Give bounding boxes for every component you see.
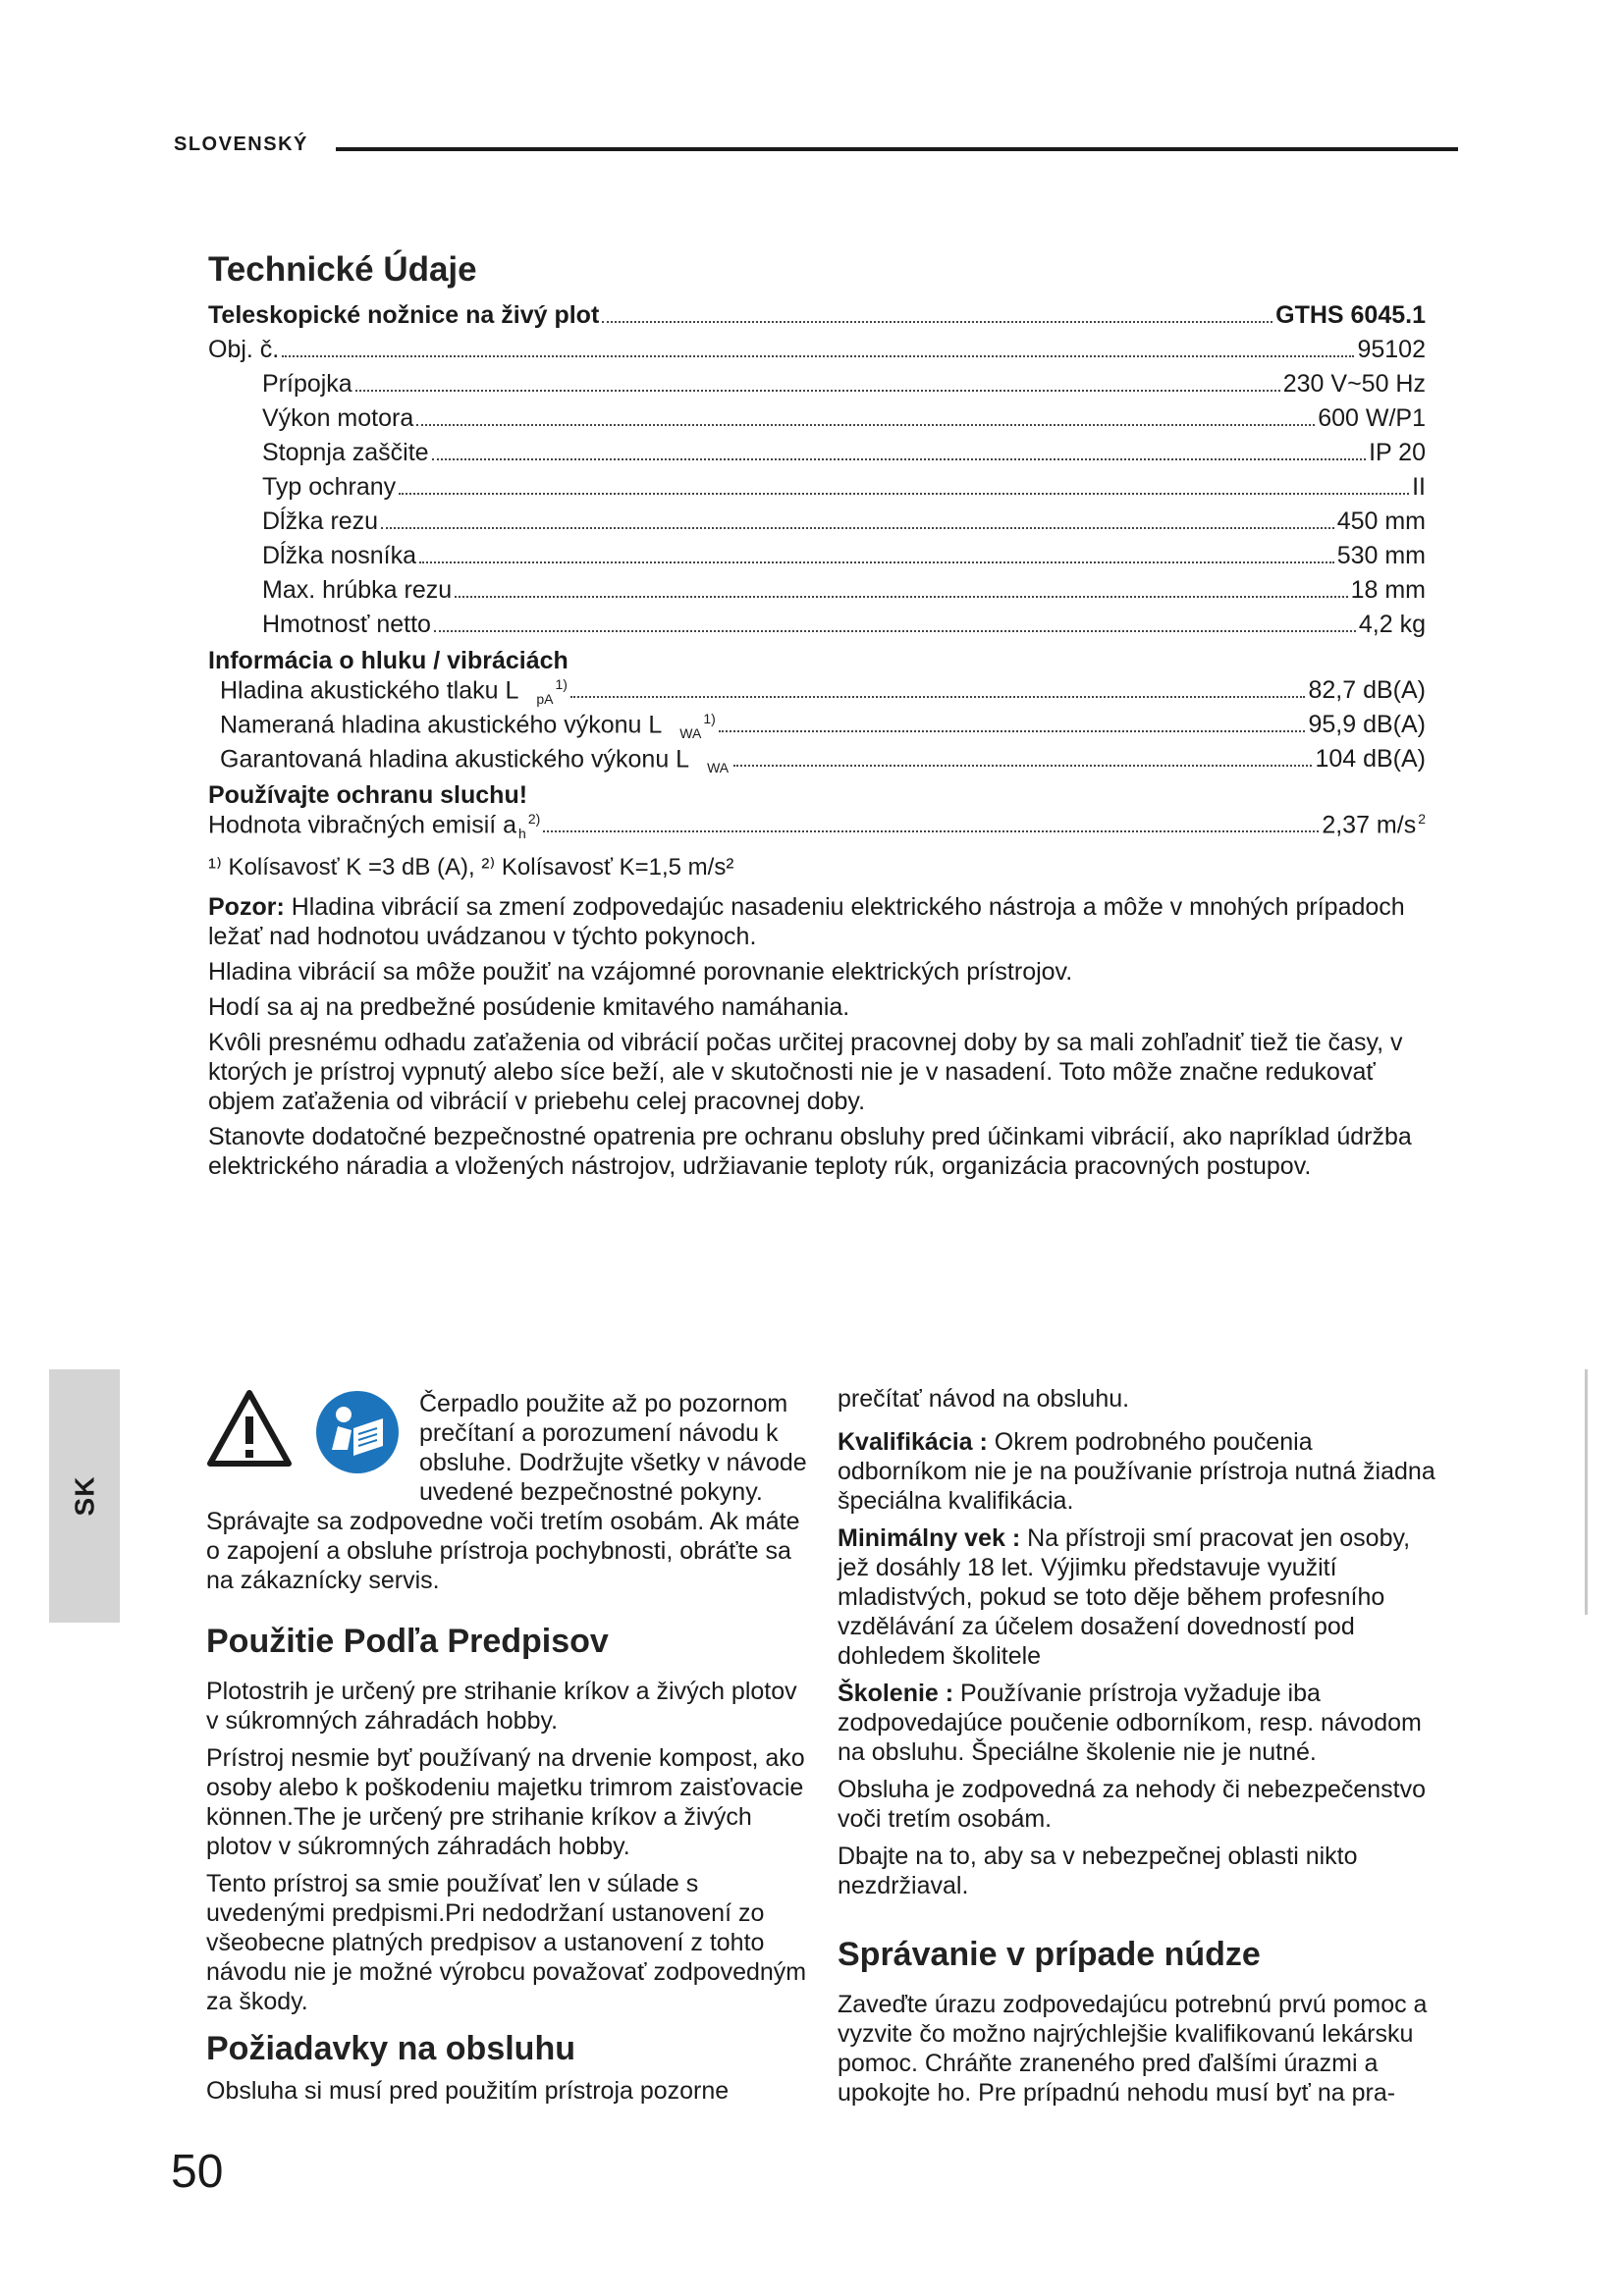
- body-paragraph: Hladina vibrácií sa môže použiť na vzájomné porovnanie elektrických prístrojov.: [208, 958, 1073, 986]
- leader-dots: [733, 765, 1312, 767]
- noise-footnote-ref: 1): [703, 711, 716, 726]
- hearing-warning: Používajte ochranu sluchu!: [208, 781, 528, 809]
- spec-label: Výkon motora: [262, 404, 414, 432]
- noise-label: [220, 745, 731, 775]
- usage-paragraph: Tento prístroj sa smie používať len v súlade s uvedenými predpismi.Pri nedodržaní ustanovení zo všeobecne platných predpisov a ustanovení z tohto návodu nie je možné výrobcu považovať zodpovedným za škody.: [206, 1870, 807, 2015]
- product-value: GTHS 6045.1: [1275, 301, 1426, 329]
- leader-dots: [455, 596, 1347, 598]
- safety-icons: [206, 1389, 407, 1487]
- leader-dots: [419, 561, 1334, 563]
- leader-dots: [282, 355, 1354, 357]
- body-paragraph: Hodí sa aj na predbežné posúdenie kmitavého namáhania.: [208, 993, 850, 1021]
- leader-dots: [602, 321, 1272, 323]
- vibration-footnote-ref: 2): [527, 811, 541, 827]
- spec-label: Hmotnosť netto: [262, 611, 431, 638]
- spec-row: [208, 576, 1426, 611]
- caution-paragraph: [208, 892, 1426, 951]
- qualification-paragraph: [838, 1427, 1446, 1516]
- leader-dots: [416, 424, 1315, 426]
- spec-value: 530 mm: [1336, 542, 1426, 569]
- spec-value: 450 mm: [1336, 507, 1426, 535]
- leader-dots: [434, 630, 1356, 632]
- training-label: Školenie :: [838, 1680, 954, 1707]
- danger-zone-paragraph: Dbajte na to, aby sa v nebezpečnej oblasti nikto nezdržiaval.: [838, 1842, 1358, 1899]
- noise-row: [208, 745, 1426, 779]
- noise-subscript: pA: [536, 691, 554, 708]
- emergency-heading: Správanie v prípade núdze: [838, 1936, 1261, 1973]
- spec-label: Prípojka: [262, 370, 352, 398]
- spec-row: [208, 473, 1426, 507]
- right-margin-rule: [1585, 1369, 1588, 1615]
- spec-row: [208, 542, 1426, 576]
- leader-dots: [381, 527, 1334, 529]
- spec-row: [208, 507, 1426, 542]
- order-label: Obj. č.: [208, 336, 280, 363]
- left-column: [206, 1389, 815, 2113]
- intro-paragraph: Čerpadlo použite až po pozornom prečítaní a porozumení návodu k obsluhe. Dodržujte všetky v návode uvedené bezpečnostné pokyny. Správajte sa zodpovedne voči tretím osobám. Ak máte o zapojení a obsluhe prístroja pochybnosti, obráťte sa na zákaznícky servis.: [206, 1390, 807, 1594]
- vibration-label-text: Hodnota vibračných emisií a: [208, 811, 517, 839]
- min-age-paragraph: [838, 1523, 1446, 1671]
- spec-value: II: [1412, 473, 1426, 501]
- order-row: [208, 336, 1426, 370]
- spec-row: [208, 611, 1426, 645]
- responsibility-paragraph: Obsluha je zodpovedná za nehody či nebezpečenstvo voči tretím osobám.: [838, 1776, 1427, 1833]
- caution-text: Hladina vibrácií sa zmení zodpovedajúc nasadeniu elektrického nástroja a môže v mnohých prípadoch ležať nad hodnotou uvádzanou v týchto pokynoch.: [208, 893, 1405, 950]
- noise-row: [208, 711, 1426, 745]
- emergency-paragraph: Zaveďte úrazu zodpovedajúcu potrebnú prvú pomoc a vyzvite čo možno najrýchlejšie kvalifikovanú lekársku pomoc. Chráňte zraneného pred ďalšími úrazmi a upokojte ho. Pre prípadnú nehodu musí byť na pra-: [838, 1991, 1428, 2107]
- noise-value: 104 dB(A): [1315, 745, 1426, 774]
- spec-label: Stopnja zaščite: [262, 439, 429, 466]
- spec-label: Max. hrúbka rezu: [262, 576, 453, 604]
- noise-value: 82,7 dB(A): [1308, 676, 1426, 705]
- training-paragraph: [838, 1679, 1446, 1767]
- spec-row: [208, 370, 1426, 404]
- spec-label: Typ ochrany: [262, 473, 397, 501]
- spec-label: Dĺžka nosníka: [262, 542, 417, 569]
- leader-dots: [543, 830, 1319, 832]
- vibration-row: [208, 811, 1426, 845]
- header-rule: [336, 147, 1458, 151]
- body-paragraph: Kvôli presnému odhadu zaťaženia od vibrácií počas určitej pracovnej doby by sa mali zohľadniť tiež tie časy, v ktorých je prístroj vypnutý alebo síce beží, ale v skutočnosti nie je v nasadení. Toto môže značne redukovať objem zaťaženia od vibrácií v priebehu celej pracovnej doby.: [208, 1029, 1403, 1115]
- qualification-text: Okrem podrobného poučenia odborníkom nie je na používanie prístroja nutná žiadna špeciálna kvalifikácia.: [838, 1428, 1435, 1515]
- product-row: [208, 301, 1426, 336]
- warning-triangle-icon: [206, 1389, 293, 1468]
- noise-value: 95,9 dB(A): [1308, 711, 1426, 739]
- body-paragraph: Stanovte dodatočné bezpečnostné opatrenia pre ochranu obsluhy pred účinkami vibrácií, ako napríklad údržba elektrického náradia a vložených nástrojov, udržiavanie teploty rúk, organizácia pracovných postupov.: [208, 1123, 1412, 1180]
- noise-label: [220, 676, 568, 707]
- header-language: SLOVENSKÝ: [174, 133, 308, 155]
- page-number: 50: [171, 2146, 224, 2198]
- vibration-subscript: h: [518, 826, 526, 842]
- requirements-heading: Požiadavky na obsluhu: [206, 2030, 575, 2067]
- language-side-tab-label: [49, 1369, 120, 1623]
- noise-label: [220, 711, 716, 741]
- noise-subscript: WA: [679, 725, 702, 742]
- spec-value: 230 V~50 Hz: [1282, 370, 1426, 398]
- vibration-value: [1322, 811, 1426, 839]
- right-column: [838, 1384, 1446, 2115]
- caution-label: Pozor:: [208, 893, 285, 921]
- usage-paragraph: Prístroj nesmie byť používaný na drvenie kompost, ako osoby alebo k poškodeniu majetku trimrom zaisťovacie können.The je určený pre strihanie kríkov a živých plotov v súkromných záhradách hobby.: [206, 1744, 805, 1860]
- usage-paragraph: Plotostrih je určený pre strihanie kríkov a živých plotov v súkromných záhradách hobby.: [206, 1678, 797, 1735]
- training-text: Používanie prístroja vyžaduje iba zodpovedajúce poučenie odborníkom, resp. návodom na obsluhu. Špeciálne školenie nie je nutné.: [838, 1680, 1422, 1766]
- qualification-label: Kvalifikácia :: [838, 1428, 988, 1456]
- spec-value: IP 20: [1369, 439, 1426, 466]
- spec-value: 18 mm: [1350, 576, 1426, 604]
- product-label: Teleskopické nožnice na živý plot: [208, 301, 600, 329]
- footnote: ¹⁾ Kolísavosť K =3 dB (A), ²⁾ Kolísavosť K=1,5 m/s²: [208, 854, 734, 881]
- continued-paragraph: prečítať návod na obsluhu.: [838, 1385, 1130, 1413]
- vibration-value-text: 2,37 m/s: [1322, 811, 1417, 839]
- leader-dots: [355, 390, 1280, 392]
- requirements-paragraph: Obsluha si musí pred použitím prístroja pozorne: [206, 2077, 730, 2105]
- vibration-unit-exponent: 2: [1418, 811, 1426, 827]
- vibration-label: [208, 811, 540, 841]
- noise-label-text: Garantovaná hladina akustického výkonu L: [220, 745, 690, 774]
- noise-heading: Informácia o hluku / vibráciách: [208, 647, 568, 674]
- spec-value: 600 W/P1: [1318, 404, 1426, 432]
- noise-footnote-ref: 1): [555, 676, 568, 692]
- spec-label: Dĺžka rezu: [262, 507, 379, 535]
- leader-dots: [399, 493, 1409, 495]
- spec-value: 4,2 kg: [1358, 611, 1426, 638]
- noise-subscript: WA: [707, 760, 730, 776]
- order-value: 95102: [1357, 336, 1426, 363]
- noise-row: [208, 676, 1426, 711]
- spec-row: [208, 404, 1426, 439]
- leader-dots: [570, 696, 1306, 698]
- min-age-text: Na přístroji smí pracovat jen osoby, jež dosáhly 18 let. Výjimku představuje využití mladistvých, pokud se toto děje během profesního vzdělávání za účelem dosažení dovedností pod dohledem školitele: [838, 1524, 1411, 1670]
- leader-dots: [432, 458, 1367, 460]
- spec-row: [208, 439, 1426, 473]
- technical-data-section: [208, 250, 1426, 1187]
- min-age-label: Minimálny vek :: [838, 1524, 1021, 1552]
- noise-label-text: Nameraná hladina akustického výkonu L: [220, 711, 663, 739]
- usage-heading: Použitie Podľa Predpisov: [206, 1623, 609, 1660]
- tech-title: Technické Údaje: [208, 250, 477, 289]
- side-tab-text: SK: [69, 1475, 99, 1517]
- noise-label-text: Hladina akustického tlaku L: [220, 676, 519, 705]
- leader-dots: [719, 730, 1306, 732]
- read-manual-icon: [314, 1389, 401, 1475]
